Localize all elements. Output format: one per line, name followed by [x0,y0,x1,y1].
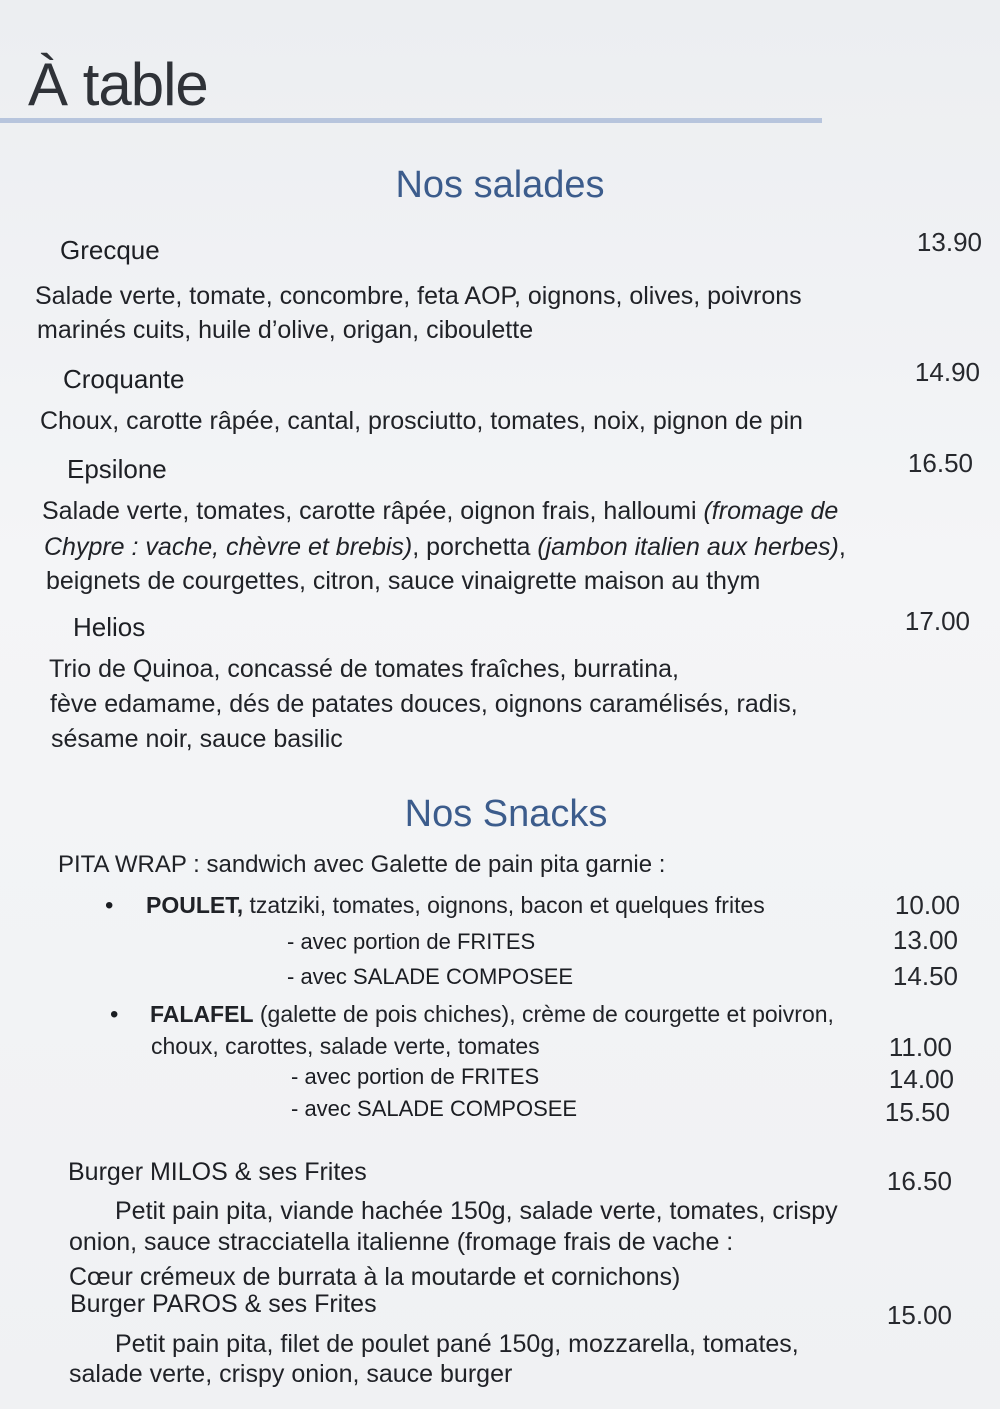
salad-helios-desc-line3: sésame noir, sauce basilic [51,725,343,753]
poulet-option-salade-price: 14.50 [892,961,958,991]
poulet-ingredients: tzatziki, tomates, oignons, bacon et quelques frites [243,892,765,918]
salad-epsilone-price: 16.50 [907,448,973,478]
salad-grecque-desc-line2: marinés cuits, huile d’olive, origan, ciboulette [37,316,534,344]
epsilone-desc-2b: , porchetta [412,533,538,561]
falafel-price: 11.00 [888,1032,952,1062]
salad-helios-desc-line2: fève edamame, dés de patates douces, oignons caramélisés, radis, [50,690,798,718]
salad-grecque-desc-line1: Salade verte, tomate, concombre, feta AOP, oignons, olives, poivrons [35,282,802,310]
burger-milos-desc-line1: Petit pain pita, viande hachée 150g, salade verte, tomates, crispy [115,1197,838,1225]
salad-grecque-price: 13.90 [916,227,982,257]
burger-milos-desc-line3: Cœur crémeux de burrata à la moutarde et cornichons) [69,1263,681,1291]
poulet-desc [146,888,765,923]
falafel-desc-line1 [150,997,834,1032]
pita-wrap-intro: PITA WRAP : sandwich avec Galette de pain pita garnie : [58,851,666,878]
epsilone-desc-2a: Chypre : vache, chèvre et brebis) [44,533,413,561]
burger-paros-desc-line1: Petit pain pita, filet de poulet pané 150g, mozzarella, tomates, [115,1330,799,1358]
epsilone-desc-1a: Salade verte, tomates, carotte râpée, oignon frais, halloumi [42,497,704,525]
poulet-price: 10.00 [894,890,960,920]
burger-milos-name: Burger MILOS & ses Frites [68,1158,367,1186]
burger-milos-price: 16.50 [886,1166,952,1196]
burger-paros-name: Burger PAROS & ses Frites [70,1290,377,1318]
salad-helios-desc-line1: Trio de Quinoa, concassé de tomates fraîches, burratina, [49,655,679,683]
falafel-option-salade-price: 15.50 [884,1097,950,1127]
poulet-option-salade: - avec SALADE COMPOSEE [287,964,574,989]
falafel-option-frites-price: 14.00 [888,1064,954,1094]
burger-paros-price: 15.00 [886,1300,952,1330]
falafel-option-frites: - avec portion de FRITES [291,1064,540,1089]
falafel-desc-line2: choux, carottes, salade verte, tomates [151,1033,540,1059]
falafel-option-salade: - avec SALADE COMPOSEE [291,1096,578,1121]
epsilone-desc-2c: (jambon italien aux herbes) [537,533,839,561]
salad-croquante-desc: Choux, carotte râpée, cantal, prosciutto, tomates, noix, pignon de pin [40,407,803,435]
salad-croquante-price: 14.90 [914,357,980,387]
salad-croquante-name: Croquante [63,364,185,394]
poulet-bullet: • [105,892,114,919]
page-title: À table [28,51,208,118]
falafel-name: FALAFEL [150,1001,254,1027]
poulet-option-frites: - avec portion de FRITES [287,929,536,954]
salad-epsilone-desc-line2 [44,530,979,565]
salad-helios-name: Helios [73,612,146,642]
epsilone-desc-1b: (fromage de [703,497,839,525]
salad-epsilone-name: Epsilone [67,454,167,484]
burger-milos-desc-line2: onion, sauce stracciatella italienne (fromage frais de vache : [69,1228,734,1256]
salad-epsilone-desc-line1 [42,494,977,529]
snacks-heading: Nos Snacks [404,793,608,835]
title-divider [0,118,822,123]
falafel-bullet: • [110,1001,119,1028]
salad-grecque-name: Grecque [60,235,160,265]
poulet-name: POULET, [146,892,244,918]
epsilone-desc-2d: , [838,533,846,561]
salad-epsilone-desc-line3: beignets de courgettes, citron, sauce vinaigrette maison au thym [46,567,761,595]
burger-paros-desc-line2: salade verte, crispy onion, sauce burger [69,1360,513,1388]
salad-helios-price: 17.00 [904,606,970,636]
salads-heading: Nos salades [395,164,605,206]
poulet-option-frites-price: 13.00 [892,925,958,955]
falafel-ingredients-1: (galette de pois chiches), crème de courgette et poivron, [253,1001,834,1027]
